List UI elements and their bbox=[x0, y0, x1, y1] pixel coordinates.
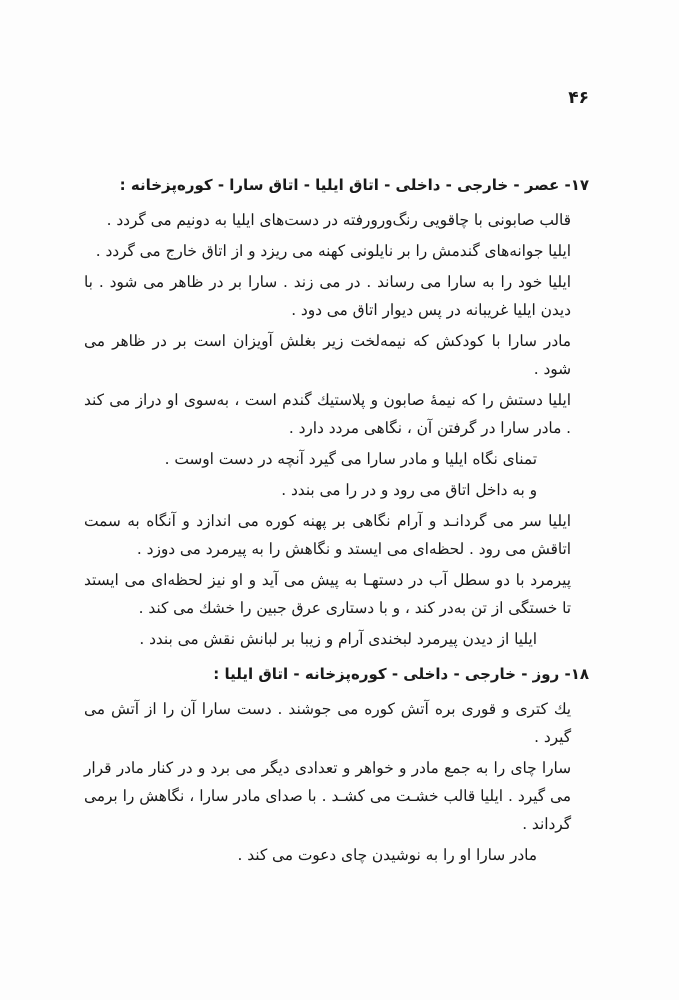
scene-17-heading: ۱۷- عصر - خارجی - داخلی - اتاق ایلیا - اتاق سارا - کوره‌پزخانه : bbox=[119, 176, 589, 194]
scene-17-paragraph: ایلیا جوانه‌های گندمش را بر نایلونی کهنه می ریزد و از اتاق خارج می گردد . bbox=[95, 242, 571, 260]
scene-17-paragraph: ایلیا دستش را که نیمهٔ صابون و پلاستیك گندم است ، به‌سوی او دراز می کند . مادر سارا در گرفتن آن ، نگاهی مردد دارد . bbox=[84, 391, 571, 437]
scene-17-paragraph: ایلیا خود را به سارا می رساند . در می زند . سارا بر در ظاهر می شود . با دیدن ایلیا غریبانه در پس دیوار اتاق می دود . bbox=[84, 273, 571, 319]
scene-18-paragraph: سارا چای را به جمع مادر و خواهر و تعدادی دیگر می برد و در کنار مادر قرار می گیرد . ایلیا قالب خشـت می کشـد . با صدای مادر سارا ، نگاهش را برمی گرداند . bbox=[84, 759, 571, 833]
page-number: ۴۶ bbox=[568, 88, 589, 108]
scene-17-paragraph: تمنای نگاه ایلیا و مادر سارا می گیرد آنچه در دست اوست . bbox=[164, 450, 537, 468]
scene-17-paragraph: مادر سارا با کودکش که نیمه‌لخت زیر بغلش آویزان است بر در ظاهر می شود . bbox=[84, 332, 571, 378]
scene-18-paragraph: یك کتری و قوری بر‌ه آتش کوره می جوشند . دست سارا آن را از آتش می گیرد . bbox=[84, 700, 571, 746]
scene-17-paragraph: ایلیا از دیدن پیرمرد لبخندی آرام و زیبا بر لبانش نقش می بندد . bbox=[139, 630, 537, 648]
page-body bbox=[84, 170, 589, 872]
scene-18-paragraph: مادر سارا او را به نوشیدن چای دعوت می کند . bbox=[237, 846, 537, 864]
scene-17-paragraph: و به داخل اتاق می رود و در را می بندد . bbox=[281, 481, 537, 499]
scene-17-paragraph: ایلیا سر می گردانـد و آرام نگاهی بر پهنه کوره می اندازد و آنگاه به سمت اتاقش می رود . لحظه‌ای می ایستد و نگاهش را به پیرمرد می دوزد . bbox=[84, 512, 571, 558]
scene-17-paragraph: پیرمرد با دو سطل آب در دستهـا به پیش می آید و او نیز لحظه‌ای می ایستد تا خستگی از تن به‌در کند ، و با دستاری عرق جبین را خشك می کند . bbox=[84, 571, 571, 617]
scene-18-heading: ۱۸- روز - خارجی - داخلی - کوره‌پزخانه - اتاق ایلیا : bbox=[213, 665, 589, 683]
scene-17-paragraph: قالب صابونی با چاقویی رنگ‌ورورفته در دست‌های ایلیا به دونیم می گردد . bbox=[106, 211, 571, 229]
